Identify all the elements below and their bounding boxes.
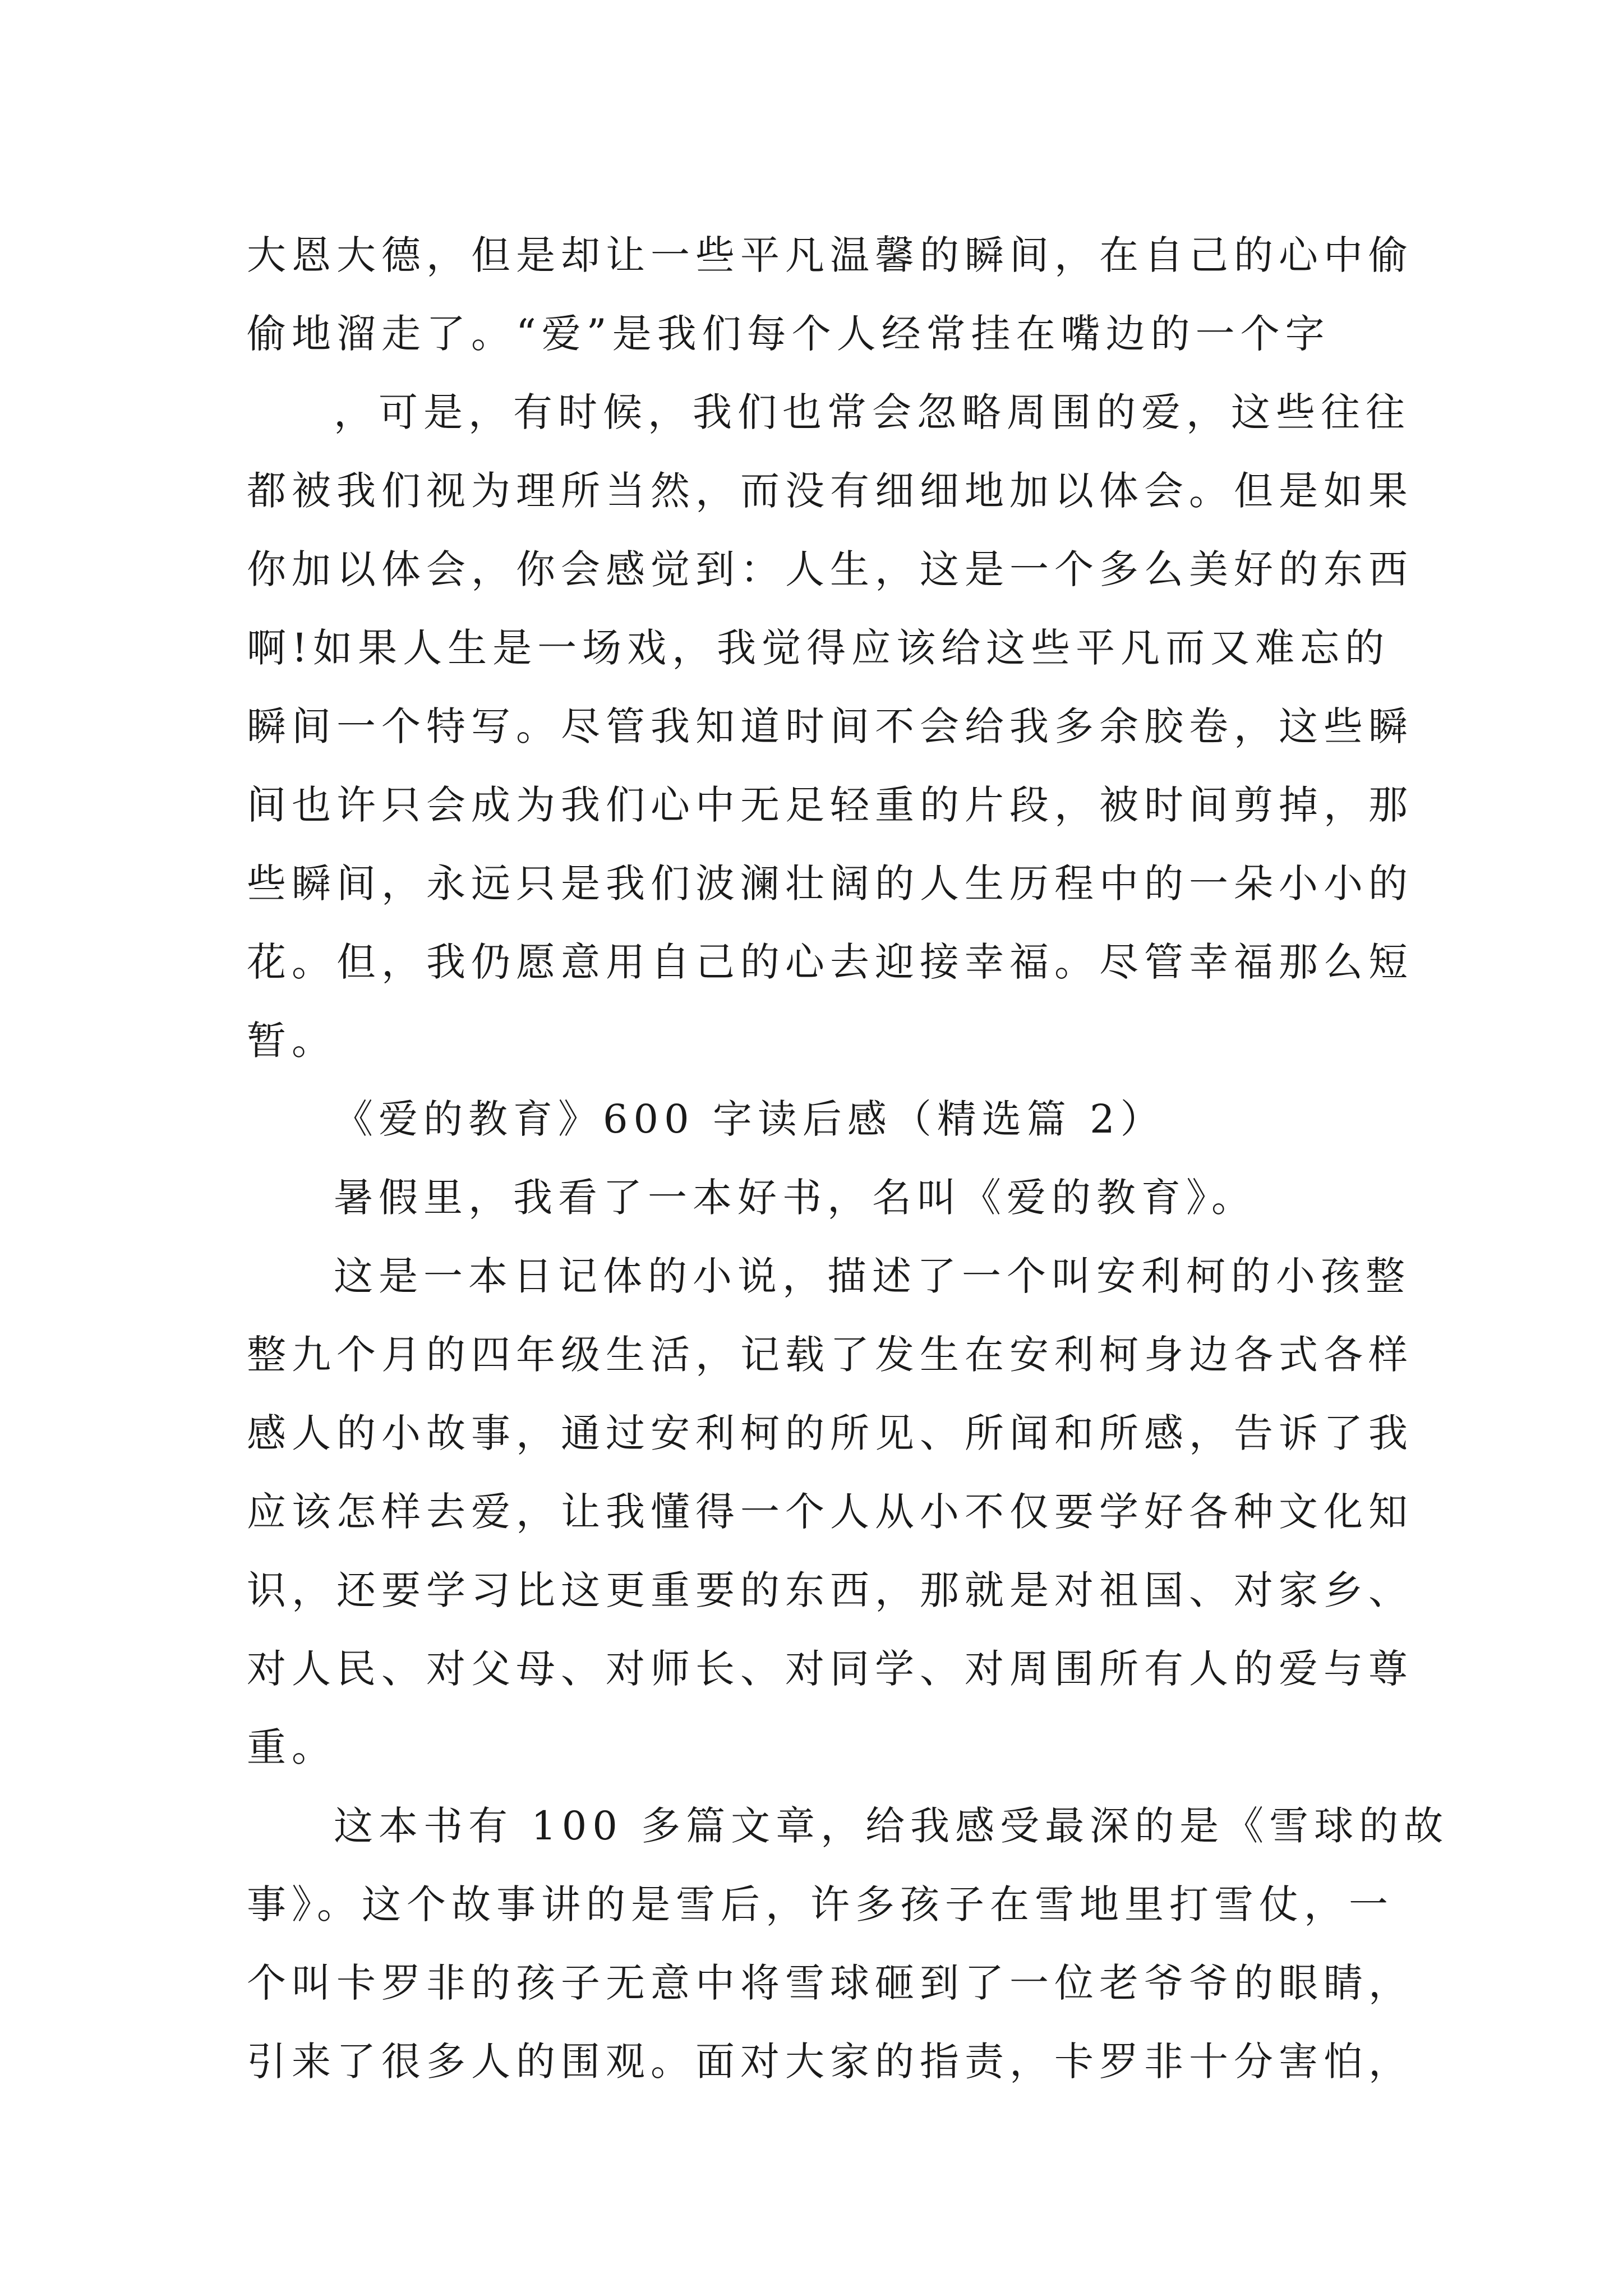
text-line: 识，还要学习比这更重要的东西，那就是对祖国、对家乡、 bbox=[247, 1567, 1413, 1613]
text-line: 这是一本日记体的小说，描述了一个叫安利柯的小孩整 bbox=[334, 1253, 1410, 1299]
text-line: 应该怎样去爱，让我懂得一个人从小不仅要学好各种文化知 bbox=[247, 1489, 1413, 1535]
text-line: 你加以体会，你会感觉到：人生，这是一个多么美好的东西 bbox=[247, 546, 1413, 592]
text-line: 瞬间一个特写。尽管我知道时间不会给我多余胶卷，这些瞬 bbox=[247, 703, 1413, 749]
section-heading: 《爱的教育》600 字读后感（精选篇 2） bbox=[334, 1096, 1165, 1142]
text-line: 事》。这个故事讲的是雪后，许多孩子在雪地里打雪仗，一 bbox=[247, 1881, 1394, 1927]
text-line: 个叫卡罗非的孩子无意中将雪球砸到了一位老爷爷的眼睛， bbox=[247, 1960, 1413, 2006]
text-line: 引来了很多人的围观。面对大家的指责，卡罗非十分害怕， bbox=[247, 2039, 1413, 2085]
text-line: 暑假里，我看了一本好书，名叫《爱的教育》。 bbox=[334, 1175, 1256, 1221]
text-line: 偷地溜走了。“爱”是我们每个人经常挂在嘴边的一个字 bbox=[247, 311, 1330, 357]
text-line: 暂。 bbox=[247, 1018, 336, 1064]
text-line: 花。但，我仍愿意用自己的心去迎接幸福。尽管幸福那么短 bbox=[247, 939, 1413, 985]
text-line: 重。 bbox=[247, 1724, 336, 1770]
text-line: 感人的小故事，通过安利柯的所见、所闻和所感，告诉了我 bbox=[247, 1410, 1413, 1456]
text-line: 些瞬间，永远只是我们波澜壮阔的人生历程中的一朵小小的 bbox=[247, 861, 1413, 907]
text-line: 这本书有 100 多篇文章，给我感受最深的是《雪球的故 bbox=[334, 1803, 1449, 1849]
text-line: 整九个月的四年级生活，记载了发生在安利柯身边各式各样 bbox=[247, 1332, 1413, 1378]
text-line: 对人民、对父母、对师长、对同学、对周围所有人的爱与尊 bbox=[247, 1646, 1413, 1692]
text-line: 啊!如果人生是一场戏，我觉得应该给这些平凡而又难忘的 bbox=[247, 625, 1390, 671]
text-line: 都被我们视为理所当然，而没有细细地加以体会。但是如果 bbox=[247, 468, 1413, 514]
text-line: 间也许只会成为我们心中无足轻重的片段，被时间剪掉，那 bbox=[247, 782, 1413, 828]
text-line: ，可是，有时候，我们也常会忽略周围的爱，这些往往 bbox=[334, 389, 1410, 435]
text-line: 大恩大德，但是却让一些平凡温馨的瞬间，在自己的心中偷 bbox=[247, 232, 1413, 278]
